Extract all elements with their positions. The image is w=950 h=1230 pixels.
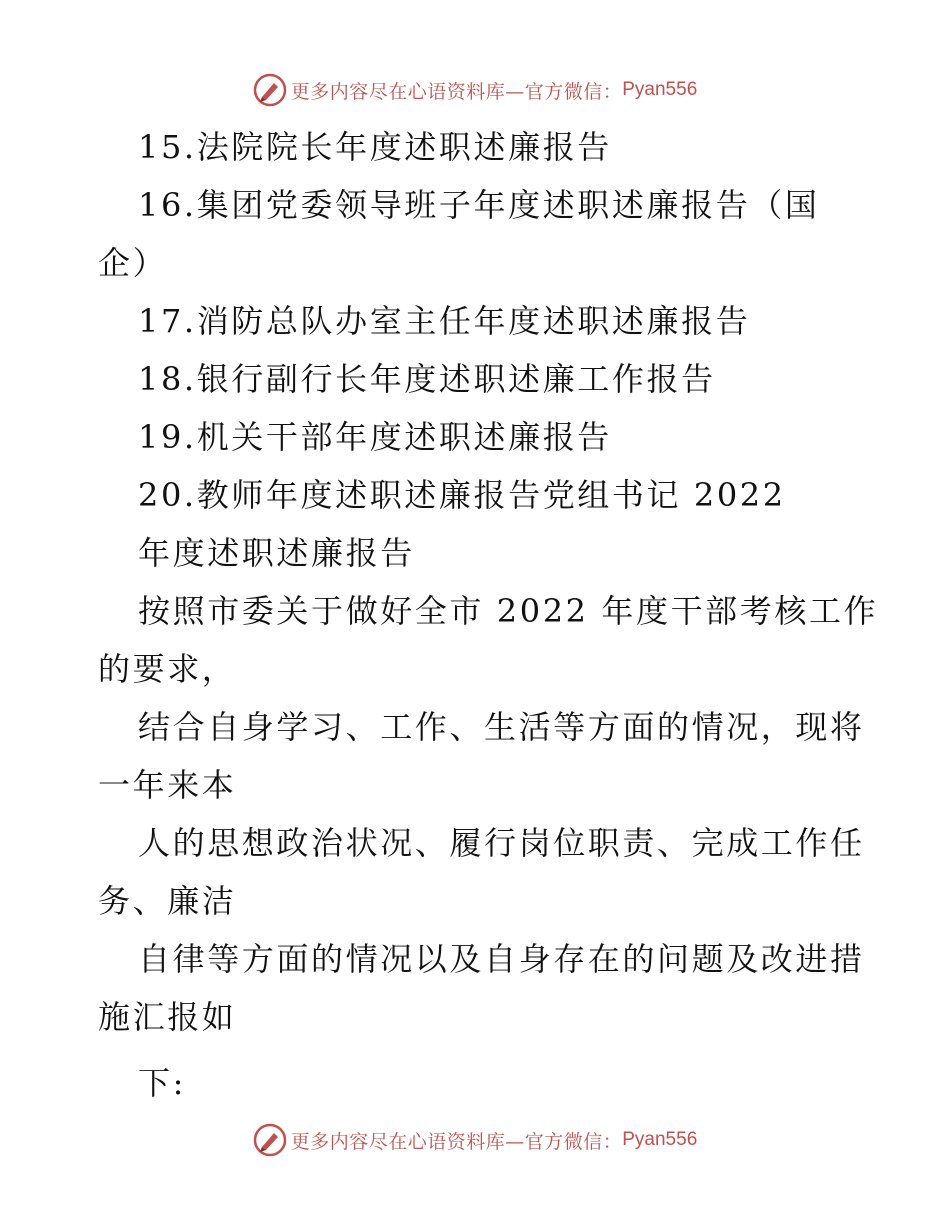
watermark-id: Pyan556 [622,1129,698,1150]
header-watermark [0,70,950,110]
text-line: 17.消防总队办室主任年度述职述廉报告 [138,302,751,340]
text-line: 结合自身学习、工作、生活等方面的情况，现将 [138,708,865,746]
pen-logo-icon [253,1123,287,1157]
text-line: 施汇报如 [98,998,237,1036]
text-line: 的要求， [98,650,237,688]
text-line: 18.银行副行长年度述职述廉工作报告 [138,360,716,398]
watermark-text: 更多内容尽在心语资料库—官方微信： [290,1130,623,1153]
pen-logo-icon [253,73,287,107]
text-line: 16.集团党委领导班子年度述职述廉报告（国 [138,186,820,224]
text-line: 按照市委关于做好全市 2022 年度干部考核工作 [138,592,879,630]
text-line: 人的思想政治状况、履行岗位职责、完成工作任 [138,824,865,862]
text-line: 15.法院院长年度述职述廉报告 [138,128,612,166]
watermark-text: 更多内容尽在心语资料库—官方微信： [290,80,623,103]
text-line: 年度述职述廉报告 [138,534,415,572]
watermark-id: Pyan556 [622,79,698,100]
text-line: 下: [138,1064,186,1102]
text-line: 自律等方面的情况以及自身存在的问题及改进措 [138,940,865,978]
footer-watermark [0,1120,950,1160]
text-line: 务、廉洁 [98,882,237,920]
text-line: 19.机关干部年度述职述廉报告 [138,418,612,456]
text-line: 企） [98,244,168,282]
text-line: 一年来本 [98,766,237,804]
text-line: 20.教师年度述职述廉报告党组书记 2022 [138,476,786,514]
